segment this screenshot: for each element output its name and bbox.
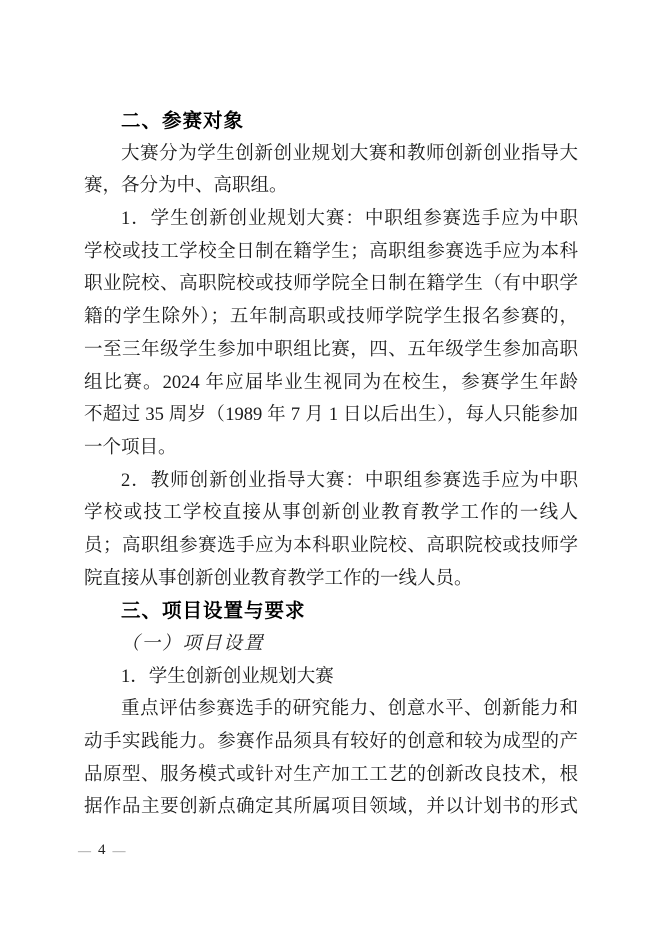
paragraph-line: 动手实践能力。参赛作品须具有较好的创意和较为成型的产 (84, 732, 578, 753)
paragraph-line: 一至三年级学生参加中职组比赛，四、五年级学生参加高职 (84, 339, 578, 360)
paragraph-line: 1．学生创新创业规划大赛：中职组参赛选手应为中职 (121, 209, 578, 230)
paragraph-line: 大赛分为学生创新创业规划大赛和教师创新创业指导大 (121, 143, 578, 164)
section-heading-3: 三、项目设置与要求 (121, 600, 306, 623)
section-heading-2: 二、参赛对象 (121, 110, 245, 132)
paragraph-line: 赛，各分为中、高职组。 (84, 176, 288, 197)
paragraph-line: 据作品主要创新点确定其所属项目领域，并以计划书的形式 (84, 797, 578, 818)
page-number: 4 (98, 841, 106, 858)
paragraph-line: 职业院校、高职院校或技师学院全日制在籍学生（有中职学 (84, 274, 578, 295)
paragraph-line: 不超过 35 周岁（1989 年 7 月 1 日以后出生），每人只能参加 (84, 405, 578, 426)
item-heading-3-1-1: 1．学生创新创业规划大赛 (121, 666, 334, 687)
document-body (84, 105, 578, 824)
paragraph-line: 籍的学生除外）；五年制高职或技师学院学生报名参赛的， (84, 307, 578, 328)
paragraph-line: 重点评估参赛选手的研究能力、创意水平、创新能力和 (121, 699, 578, 720)
paragraph-line: 品原型、服务模式或针对生产加工工艺的创新改良技术，根 (84, 764, 578, 785)
paragraph-line: 学校或技工学校全日制在籍学生；高职组参赛选手应为本科 (84, 241, 578, 262)
paragraph-line: 2．教师创新创业指导大赛：中职组参赛选手应为中职 (121, 470, 578, 491)
paragraph-line: 院直接从事创新创业教育教学工作的一线人员。 (84, 568, 473, 589)
paragraph-line: 学校或技工学校直接从事创新创业教育教学工作的一线人 (84, 503, 578, 524)
footer-dash-left: — (78, 842, 91, 858)
paragraph-line: 一个项目。 (84, 437, 177, 458)
page-footer (78, 840, 126, 860)
paragraph-line: 组比赛。2024 年应届毕业生视同为在校生，参赛学生年龄 (84, 372, 578, 393)
footer-dash-right: — (112, 842, 126, 858)
sub-heading-3-1: （一）项目设置 (121, 634, 265, 654)
paragraph-line: 员；高职组参赛选手应为本科职业院校、高职院校或技师学 (84, 535, 578, 556)
